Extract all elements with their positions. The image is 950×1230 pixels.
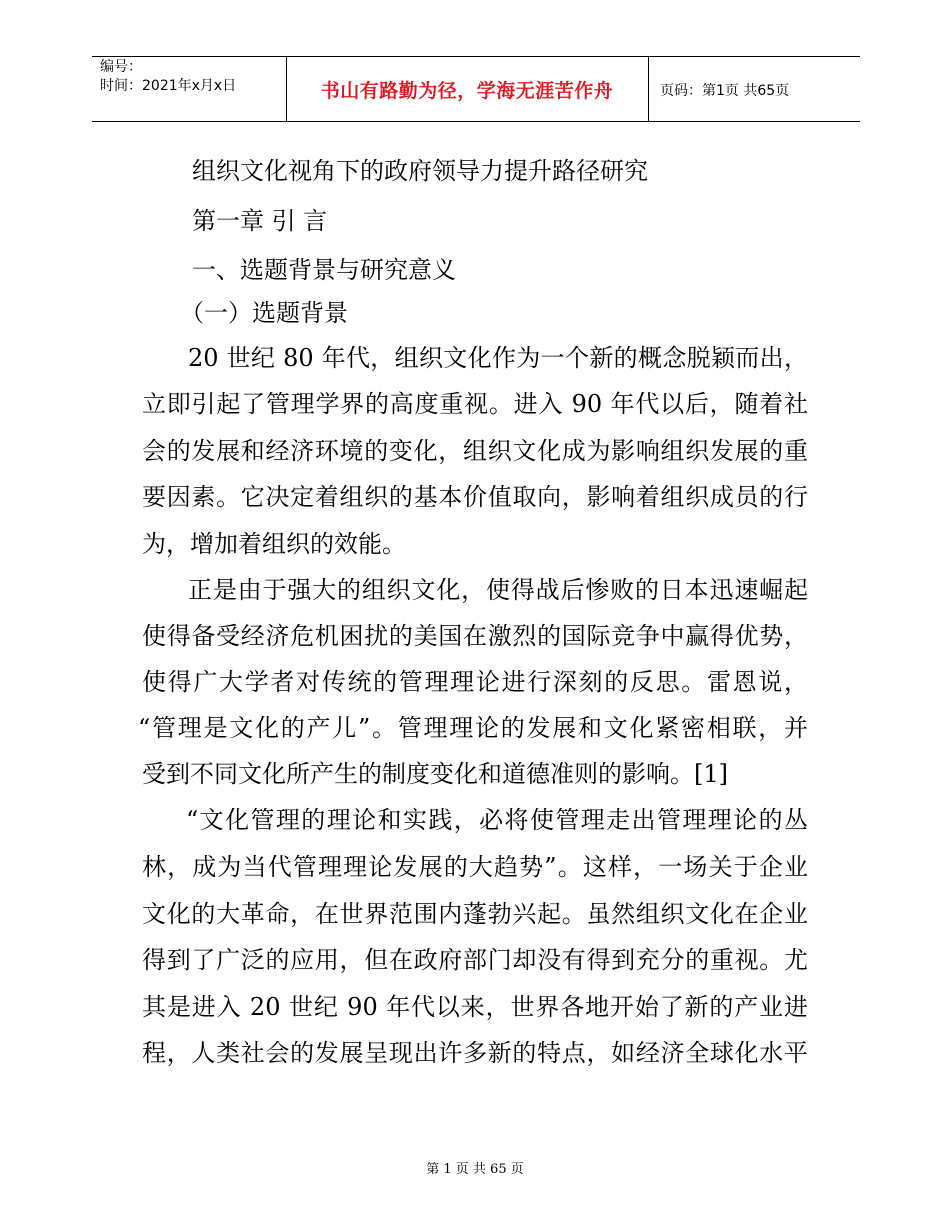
body-line: 立即引起了管理学界的高度重视。进入 90 年代以后，随着社: [142, 390, 808, 418]
header-number-label: 编号：: [100, 59, 142, 75]
body-line: 正是由于强大的组织文化，使得战后惨败的日本迅速崛起: [188, 576, 808, 604]
header-top-border: [92, 56, 860, 57]
section-heading: 一、选题背景与研究意义: [192, 256, 456, 284]
document-title: 组织文化视角下的政府领导力提升路径研究: [192, 157, 648, 185]
body-line: 得到了广泛的应用，但在政府部门却没有得到充分的重视。尤: [142, 946, 808, 974]
body-line: 20 世纪 80 年代，组织文化作为一个新的概念脱颖而出，: [188, 344, 808, 372]
body-line: 会的发展和经济环境的变化，组织文化成为影响组织发展的重: [142, 437, 808, 465]
body-line: 文化的大革命，在世界范围内蓬勃兴起。虽然组织文化在企业: [142, 900, 808, 928]
body-line: 程，人类社会的发展呈现出许多新的特点，如经济全球化水平: [142, 1039, 808, 1067]
header-divider: [648, 56, 649, 121]
body-line: 林，成为当代管理理论发展的大趋势”。这样，一场关于企业: [142, 853, 808, 881]
body-line: 使得广大学者对传统的管理理论进行深刻的反思。雷恩说，: [142, 668, 808, 696]
body-line: “文化管理的理论和实践，必将使管理走出管理理论的丛: [186, 806, 808, 834]
body-line: 使得备受经济危机困扰的美国在激烈的国际竞争中赢得优势，: [142, 622, 808, 650]
header-page-label: 页码：第1页 共65页: [660, 83, 790, 99]
body-line: 要因素。它决定着组织的基本价值取向，影响着组织成员的行: [142, 483, 808, 511]
subsection-heading: （一）选题背景: [180, 299, 348, 327]
body-line: 受到不同文化所产生的制度变化和道德准则的影响。[1]: [142, 760, 728, 788]
header-time-label: 时间：2021年x月x日: [100, 78, 237, 94]
header-meta: [100, 58, 236, 96]
chapter-heading: 第一章 引 言: [192, 207, 328, 235]
body-line: 为，增加着组织的效能。: [142, 530, 406, 558]
header-motto: 书山有路勤为径，学海无涯苦作舟: [320, 80, 614, 102]
body-line: 其是进入 20 世纪 90 年代以来，世界各地开始了新的产业进: [142, 993, 808, 1021]
body-line: “管理是文化的产儿”。管理理论的发展和文化紧密相联，并: [138, 714, 808, 742]
footer-page-number: 第 1 页 共 65 页: [426, 1162, 524, 1177]
header-bottom-border: [92, 121, 860, 122]
